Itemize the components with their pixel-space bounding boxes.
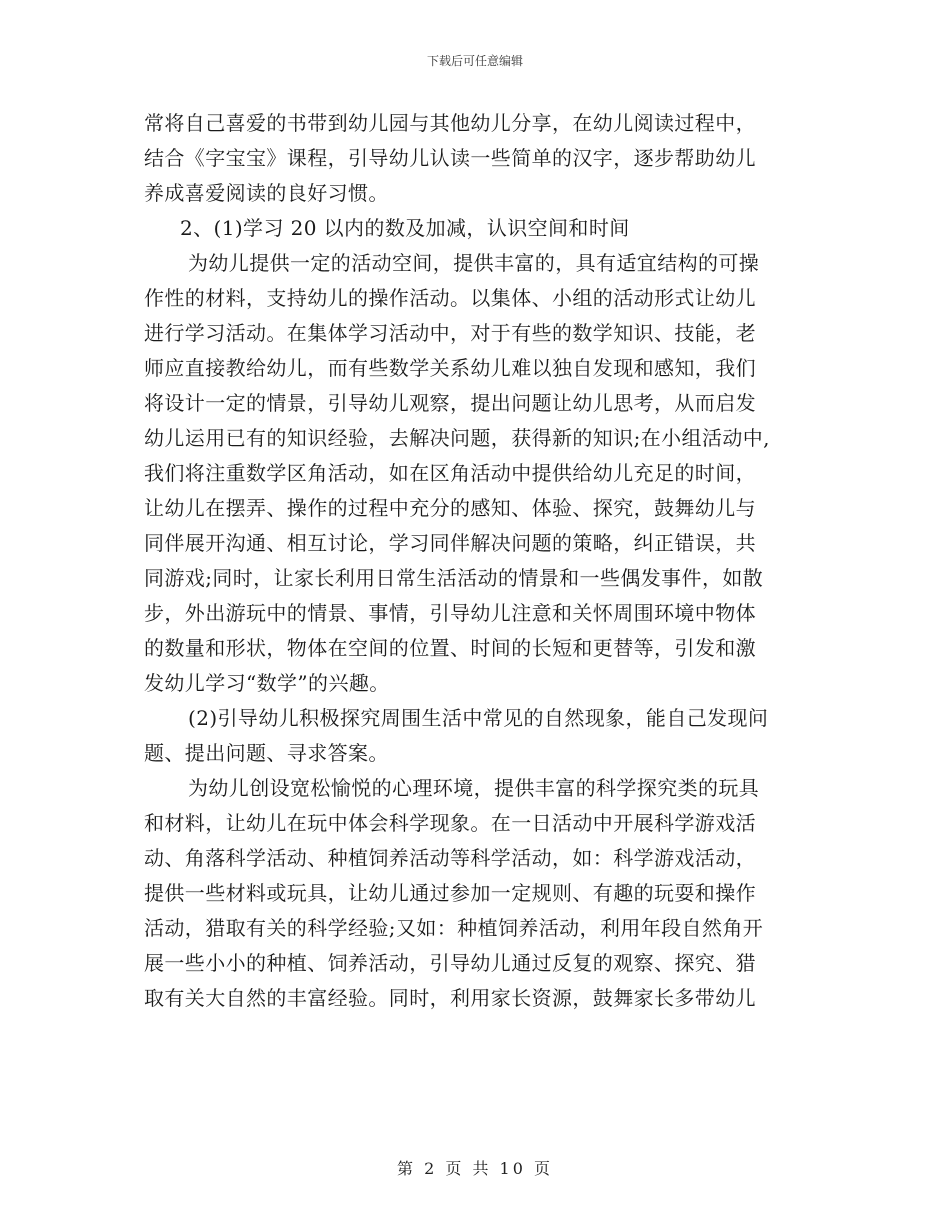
text-line: 将设计一定的情景，引导幼儿观察，提出问题让幼儿思考，从而启发 xyxy=(144,391,756,415)
text-line: 幼儿运用已有的知识经验，去解决问题，获得新的知识;在小组活动中, xyxy=(144,426,770,450)
text-line: 展一些小小的种植、饲养活动，引导幼儿通过反复的观察、探究、猎 xyxy=(144,951,756,975)
text-line: 取有关大自然的丰富经验。同时，利用家长资源，鼓舞家长多带幼儿 xyxy=(144,986,756,1010)
text-line: 提供一些材料或玩具，让幼儿通过参加一定规则、有趣的玩耍和操作 xyxy=(144,881,756,905)
text-line: 发幼儿学习“数学”的兴趣。 xyxy=(144,671,390,695)
text-line: 活动，猎取有关的科学经验;又如：种植饲养活动，利用年段自然角开 xyxy=(144,916,764,940)
text-line: 同游戏;同时，让家长利用日常生活活动的情景和一些偶发事件，如散 xyxy=(144,566,764,590)
text-line: 为幼儿提供一定的活动空间，提供丰富的，具有适宜结构的可操 xyxy=(188,251,760,275)
text-line: 结合《字宝宝》课程，引导幼儿认读一些简单的汉字，逐步帮助幼儿 xyxy=(144,146,756,170)
text-line: 为幼儿创设宽松愉悦的心理环境，提供丰富的科学探究类的玩具 xyxy=(188,776,760,800)
text-line: 常将自己喜爱的书带到幼儿园与其他幼儿分享，在幼儿阅读过程中， xyxy=(144,111,756,135)
text-line: 的数量和形状，物体在空间的位置、时间的长短和更替等，引发和激 xyxy=(144,636,756,660)
text-line: 和材料，让幼儿在玩中体会科学现象。在一日活动中开展科学游戏活 xyxy=(144,811,756,835)
page-header: 下载后可任意编辑 xyxy=(426,54,523,68)
text-line: 作性的材料，支持幼儿的操作活动。以集体、小组的活动形式让幼儿 xyxy=(144,286,756,310)
text-line: 师应直接教给幼儿，而有些数学关系幼儿难以独自发现和感知，我们 xyxy=(144,356,756,380)
text-line: 让幼儿在摆弄、操作的过程中充分的感知、体验、探究，鼓舞幼儿与 xyxy=(144,496,756,520)
text-line: 题、提出问题、寻求答案。 xyxy=(144,741,389,765)
text-line: 养成喜爱阅读的良好习惯。 xyxy=(144,181,389,205)
text-line: 我们将注重数学区角活动，如在区角活动中提供给幼儿充足的时间， xyxy=(144,461,756,485)
page-number: 第 2 页 共 10 页 xyxy=(397,1159,553,1178)
document-body xyxy=(144,106,814,1016)
text-line: 进行学习活动。在集体学习活动中，对于有些的数学知识、技能，老 xyxy=(144,321,756,345)
text-line: 步，外出游玩中的情景、事情，引导幼儿注意和关怀周围环境中物体 xyxy=(144,601,756,625)
text-line: 同伴展开沟通、相互讨论，学习同伴解决问题的策略，纠正错误，共 xyxy=(144,531,756,555)
section-heading: 2、(1)学习 20 以内的数及加减，认识空间和时间 xyxy=(180,216,630,240)
section-heading: (2)引导幼儿积极探究周围生活中常见的自然现象，能自己发现问 xyxy=(188,706,769,730)
text-line: 动、角落科学活动、种植饲养活动等科学活动，如：科学游戏活动， xyxy=(144,846,756,870)
